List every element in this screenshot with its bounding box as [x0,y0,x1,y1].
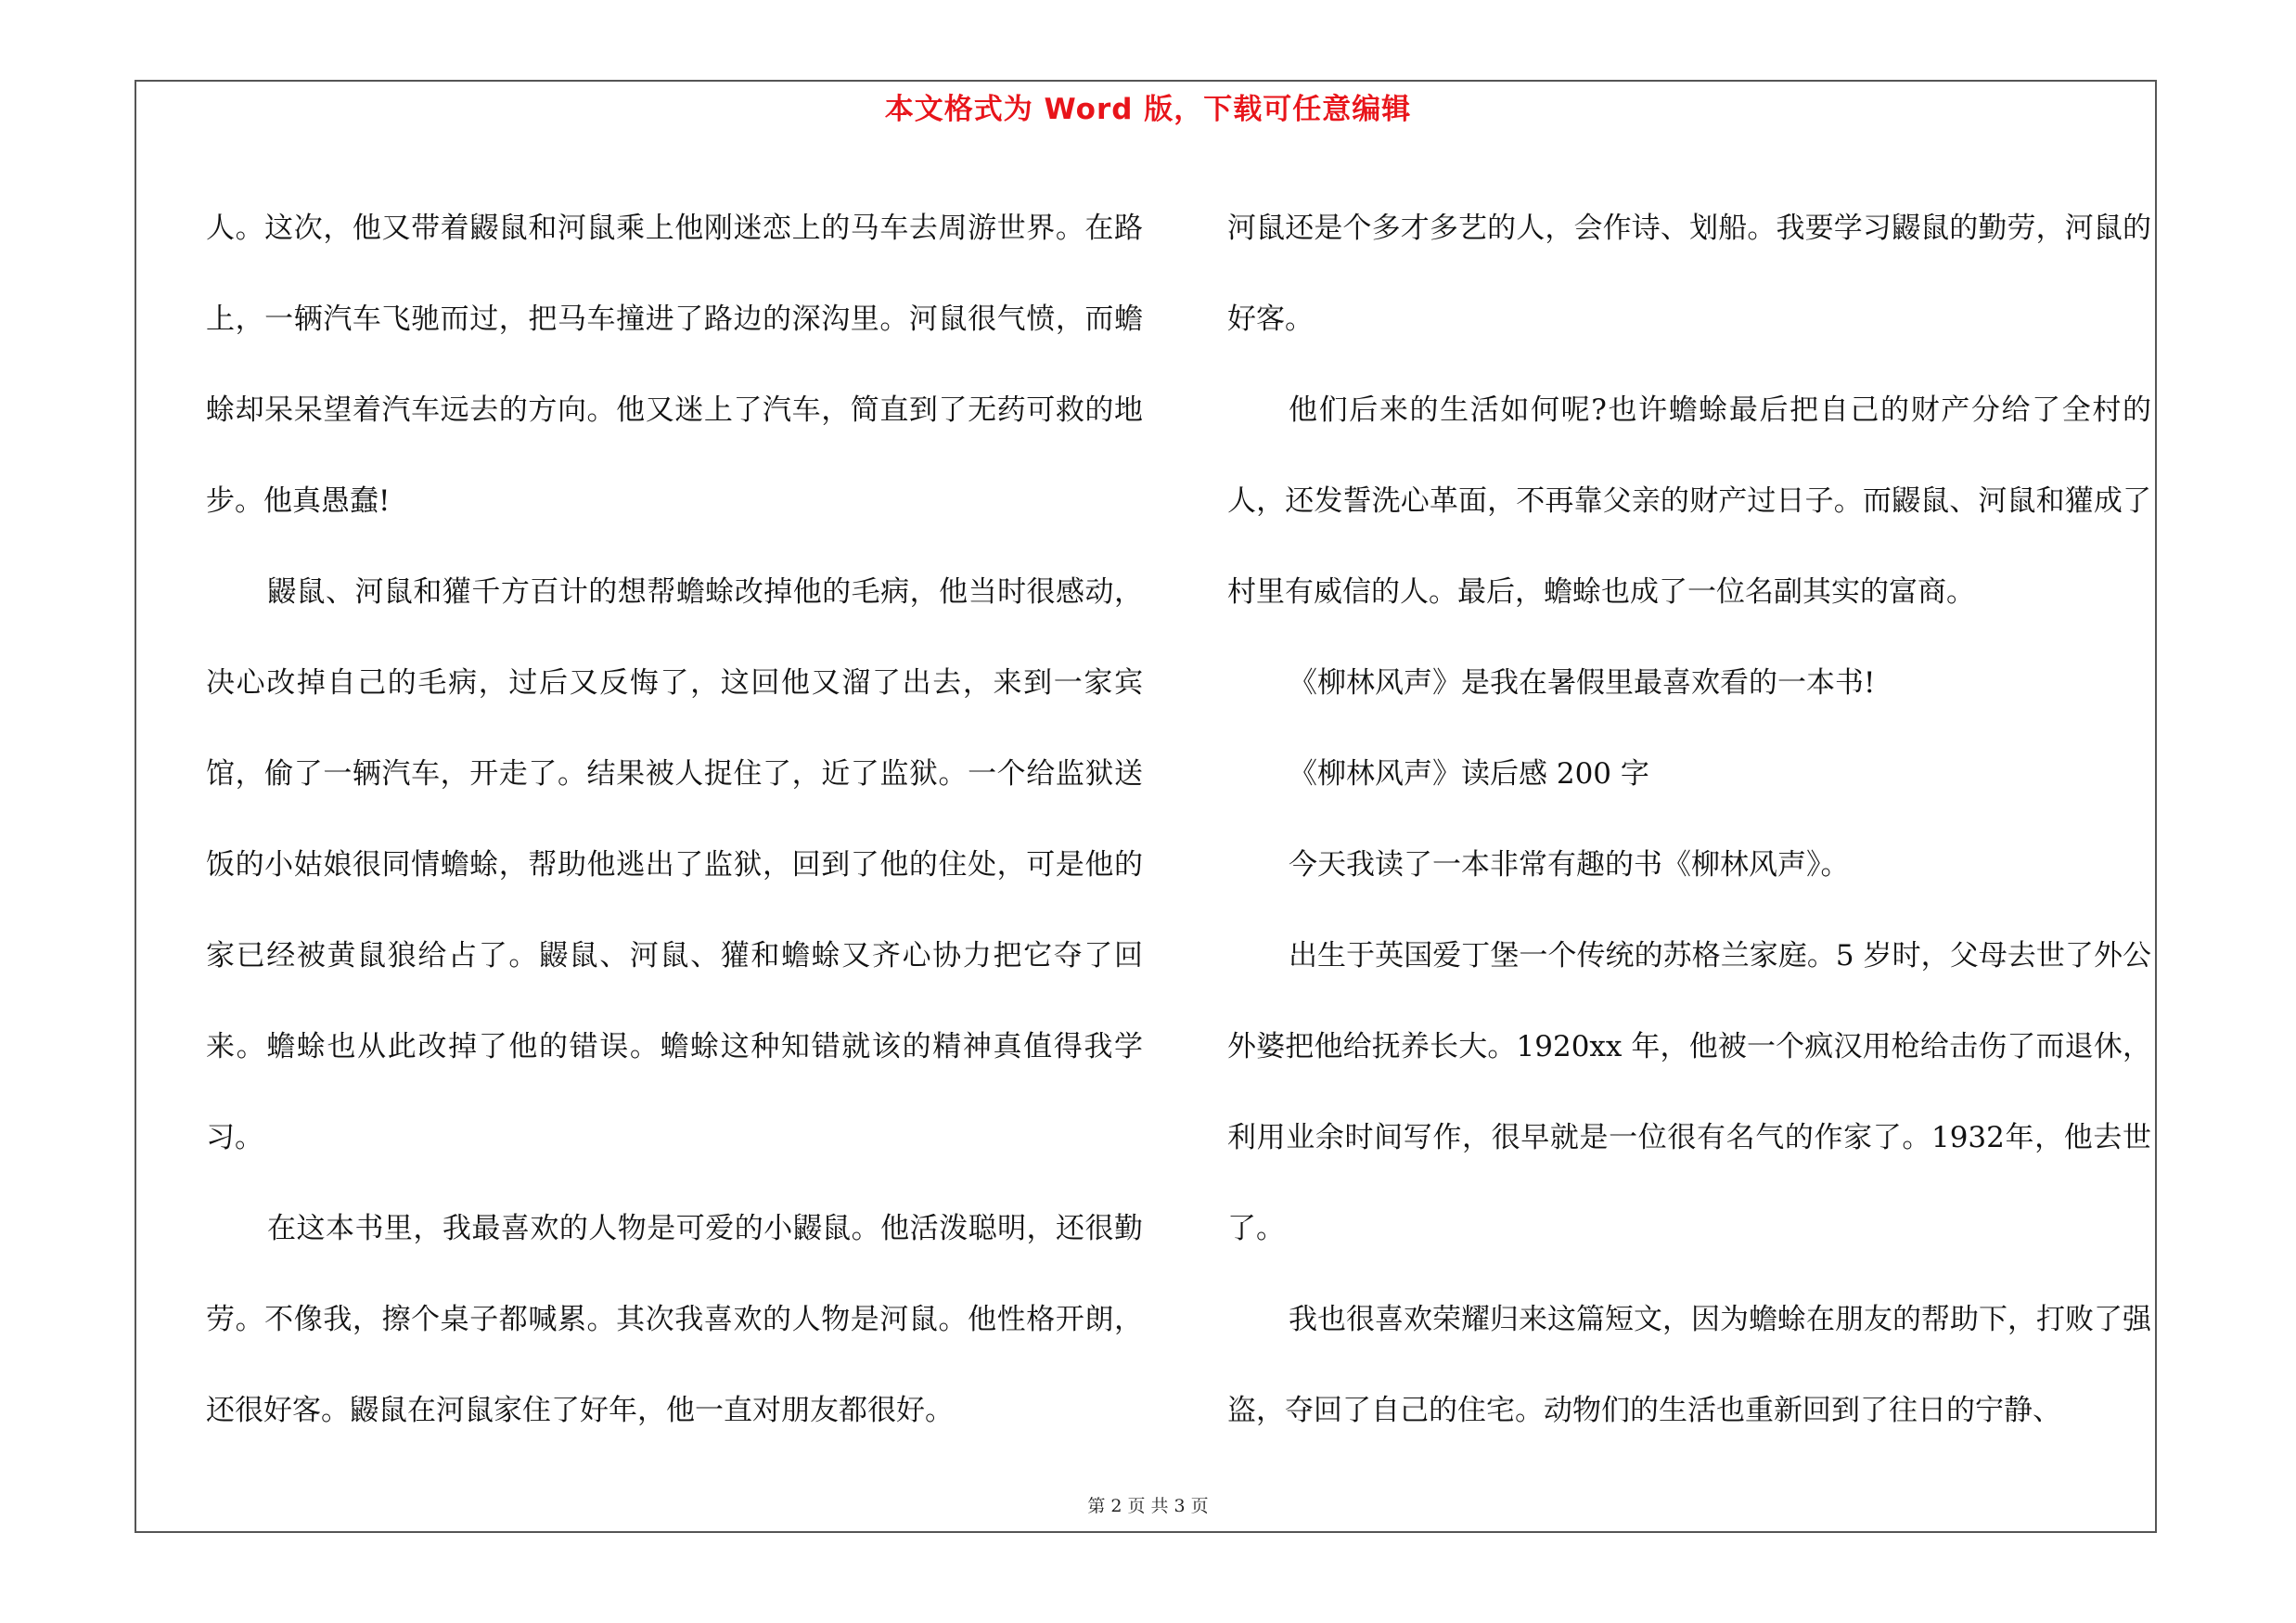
paragraph: 人。这次，他又带着鼹鼠和河鼠乘上他刚迷恋上的马车去周游世界。在路上，一辆汽车飞驰而过，把马车撞进了路边的深沟里。河鼠很气愤，而蟾蜍却呆呆望着汽车远去的方向。他又迷上了汽车，简直到了无药可救的地步。他真愚蠢! [206,212,1143,518]
paragraph: 河鼠还是个多才多艺的人，会作诗、划船。我要学习鼹鼠的勤劳，河鼠的好客。 [1227,212,2151,336]
right-column [1227,183,2151,1456]
paragraph: 鼹鼠、河鼠和獾千方百计的想帮蟾蜍改掉他的毛病，他当时很感动，决心改掉自己的毛病，过后又反悔了，这回他又溜了出去，来到一家宾馆，偷了一辆汽车，开走了。结果被人捉住了，近了监狱。一个给监狱送饭的小姑娘很同情蟾蜍，帮助他逃出了监狱，回到了他的住处，可是他的家已经被黄鼠狼给占了。鼹鼠、河鼠、獾和蟾蜍又齐心协力把它夺了回来。蟾蜍也从此改掉了他的错误。蟾蜍这种知错就该的精神真值得我学习。 [206,575,1143,1154]
paragraph: 在这本书里，我最喜欢的人物是可爱的小鼹鼠。他活泼聪明，还很勤劳。不像我，擦个桌子都喊累。其次我喜欢的人物是河鼠。他性格开朗，还很好客。鼹鼠在河鼠家住了好年，他一直对朋友都很好。 [206,1212,1143,1427]
paragraph: 我也很喜欢荣耀归来这篇短文，因为蟾蜍在朋友的帮助下，打败了强盗，夺回了自己的住宅。动物们的生活也重新回到了往日的宁静、 [1227,1303,2151,1427]
left-column [206,183,1143,1456]
format-banner: 本文格式为 Word 版，下载可任意编辑 [884,93,1412,126]
paragraph: 他们后来的生活如何呢?也许蟾蜍最后把自己的财产分给了全村的人，还发誓洗心革面，不再靠父亲的财产过日子。而鼹鼠、河鼠和獾成了村里有威信的人。最后，蟾蜍也成了一位名副其实的富商。 [1227,393,2151,609]
paragraph: 今天我读了一本非常有趣的书《柳林风声》。 [1289,848,1850,882]
paragraph: 出生于英国爱丁堡一个传统的苏格兰家庭。5 岁时，父母去世了外公外婆把他给抚养长大。1920xx 年，他被一个疯汉用枪给击伤了而退休，利用业余时间写作，很早就是一位很有名气的作家了。1932年，他去世了。 [1227,939,2151,1245]
paragraph: 《柳林风声》是我在暑假里最喜欢看的一本书! [1289,666,1876,700]
paragraph: 《柳林风声》读后感 200 字 [1289,757,1649,791]
page-number-footer: 第 2 页 共 3 页 [1087,1496,1209,1516]
